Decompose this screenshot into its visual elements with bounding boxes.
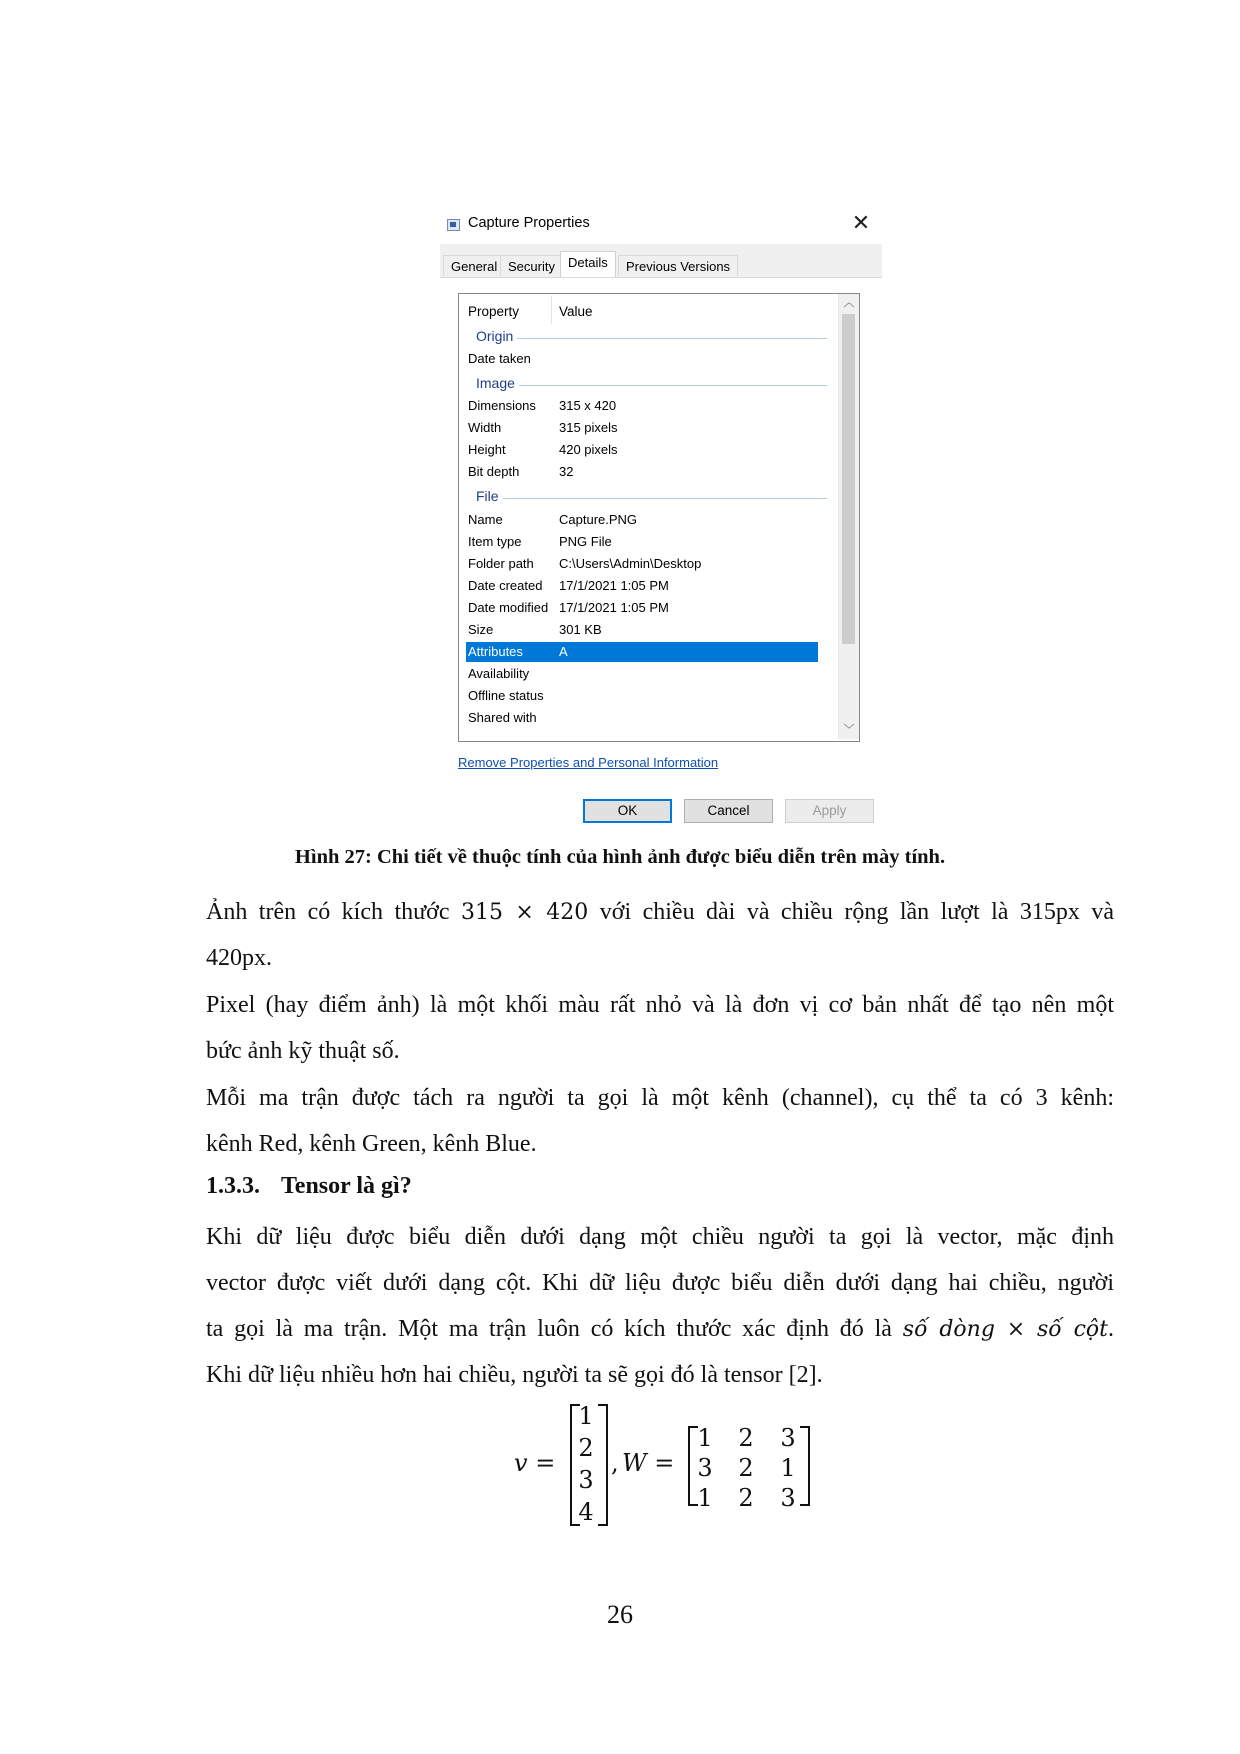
ok-button[interactable]: OK <box>583 799 672 823</box>
dialog-titlebar <box>440 208 882 244</box>
table-row[interactable] <box>466 620 818 640</box>
table-row[interactable] <box>466 510 818 530</box>
paragraph-line: Khi dữ liệu nhiều hơn hai chiều, người ta sẽ gọi đó là tensor [2]. <box>206 1362 823 1388</box>
tab-general[interactable]: General <box>443 255 505 276</box>
group-divider <box>476 385 827 386</box>
matrix-entry: 3 <box>780 1484 796 1512</box>
column-header-value[interactable]: Value <box>559 304 593 319</box>
row-value: Capture.PNG <box>559 512 638 527</box>
paragraph-line: Mỗi ma trận được tách ra người ta gọi là một kênh (channel), cụ thể ta có 3 kênh: <box>206 1085 1114 1111</box>
paragraph-tensor <box>206 1214 1114 1398</box>
row-value: PNG File <box>559 534 612 549</box>
row-value: 17/1/2021 1:05 PM <box>559 600 669 615</box>
scroll-thumb[interactable] <box>842 314 855 644</box>
paragraph-channel <box>206 1075 1114 1167</box>
row-value: A <box>559 644 568 659</box>
row-value: 420 pixels <box>559 442 618 457</box>
right-bracket <box>800 1426 810 1506</box>
matrix-entry: 2 <box>738 1424 754 1452</box>
row-key: Shared with <box>468 710 537 725</box>
matrix-entry: 3 <box>697 1454 713 1482</box>
figure-caption: Hình 27: Chi tiết về thuộc tính của hình ảnh được biểu diễn trên mày tính. <box>294 846 946 868</box>
vector-entry: 4 <box>578 1498 594 1526</box>
table-row-selected[interactable] <box>466 642 818 662</box>
right-bracket <box>598 1404 608 1526</box>
matrix-entry: 1 <box>780 1454 796 1482</box>
paragraph-line <box>206 889 1114 935</box>
matrix-entry: 3 <box>780 1424 796 1452</box>
inline-math: số dòng × số cột <box>902 1317 1108 1342</box>
paragraph-line: Khi dữ liệu được biểu diễn dưới dạng một chiều người ta gọi là vector, mặc định <box>206 1224 1114 1250</box>
paragraph-line <box>206 1306 1114 1352</box>
tab-security[interactable]: Security <box>500 255 563 276</box>
table-row[interactable] <box>466 440 818 460</box>
group-origin <box>459 326 831 346</box>
picture-file-icon <box>447 219 460 231</box>
scroll-down-icon[interactable]: ﹀ <box>843 724 855 736</box>
group-label: File <box>476 488 503 504</box>
table-row[interactable] <box>466 396 818 416</box>
row-value: 301 KB <box>559 622 602 637</box>
remove-properties-link[interactable]: Remove Properties and Personal Information <box>458 755 719 770</box>
row-key: Offline status <box>468 688 544 703</box>
apply-button[interactable]: Apply <box>785 799 874 823</box>
table-row[interactable] <box>466 418 818 438</box>
vector-entry: 1 <box>578 1402 594 1430</box>
cancel-button[interactable]: Cancel <box>684 799 773 823</box>
table-row[interactable] <box>466 708 818 728</box>
row-value: 315 pixels <box>559 420 618 435</box>
text-run: ta gọi là ma trận. Một ma trận luôn có kích thước xác định đó là <box>206 1316 903 1342</box>
row-key: Height <box>468 442 506 457</box>
paragraph-line: Pixel (hay điểm ảnh) là một khối màu rất nhỏ và là đơn vị cơ bản nhất để tạo nên một <box>206 992 1114 1018</box>
group-divider <box>476 498 827 499</box>
matrix-label: W = <box>622 1449 675 1477</box>
row-key: Date created <box>468 578 543 593</box>
table-row[interactable] <box>466 532 818 552</box>
vertical-scrollbar[interactable] <box>838 294 859 739</box>
group-image <box>459 373 831 393</box>
property-list[interactable] <box>458 293 860 742</box>
close-icon[interactable]: ✕ <box>851 210 871 235</box>
paragraph-line: kênh Red, kênh Green, kênh Blue. <box>206 1131 537 1157</box>
table-row[interactable] <box>466 554 818 574</box>
property-list-viewport <box>459 294 831 739</box>
page-number: 26 <box>607 1600 633 1629</box>
dialog-title: Capture Properties <box>468 215 590 231</box>
inline-math: 315 × 420 <box>460 900 589 925</box>
group-file <box>459 486 831 506</box>
row-key: Date modified <box>468 600 549 615</box>
vector-entry: 2 <box>578 1434 594 1462</box>
section-heading <box>206 1173 412 1200</box>
group-divider <box>476 338 827 339</box>
row-key: Availability <box>468 666 530 681</box>
row-value: 315 x 420 <box>559 398 617 413</box>
section-title: Tensor là gì? <box>281 1173 412 1199</box>
matrix-entry: 2 <box>738 1454 754 1482</box>
row-key: Size <box>468 622 494 637</box>
text-run: với chiều dài và chiều rộng lần lượt là 315px và <box>588 899 1115 925</box>
row-key: Dimensions <box>468 398 536 413</box>
row-value: 17/1/2021 1:05 PM <box>559 578 669 593</box>
matrix-entry: 2 <box>738 1484 754 1512</box>
list-header <box>459 294 831 326</box>
column-divider <box>551 296 552 324</box>
table-row[interactable] <box>466 598 818 618</box>
paragraph-line: vector được viết dưới dạng cột. Khi dữ liệu được biểu diễn dưới dạng hai chiều, người <box>206 1270 1114 1296</box>
properties-dialog <box>440 208 882 829</box>
table-row[interactable] <box>466 664 818 684</box>
row-key: Folder path <box>468 556 534 571</box>
matrix-entry: 1 <box>697 1424 713 1452</box>
row-key: Attributes <box>468 644 523 659</box>
table-row[interactable] <box>466 576 818 596</box>
tab-strip <box>440 252 882 277</box>
matrix-entry: 1 <box>697 1484 713 1512</box>
group-label: Image <box>476 375 519 391</box>
paragraph-line: bức ảnh kỹ thuật số. <box>206 1038 400 1064</box>
column-header-property[interactable]: Property <box>468 304 520 319</box>
group-label: Origin <box>476 328 517 344</box>
vector-entry: 3 <box>578 1466 594 1494</box>
row-key: Width <box>468 420 502 435</box>
paragraph-line: 420px. <box>206 945 272 971</box>
section-number: 1.3.3. <box>206 1173 260 1199</box>
row-key: Bit depth <box>468 464 520 479</box>
separator: , <box>611 1449 619 1477</box>
tab-previous-versions[interactable]: Previous Versions <box>618 255 738 276</box>
paragraph-image-size <box>206 889 1114 981</box>
table-row[interactable] <box>466 349 818 369</box>
tab-details[interactable]: Details <box>560 251 616 277</box>
row-key: Name <box>468 512 503 527</box>
text-run: . <box>1107 1316 1114 1342</box>
scroll-up-icon[interactable]: ︿ <box>843 297 855 309</box>
row-key: Date taken <box>468 351 531 366</box>
text-run: Ảnh trên có kích thước <box>206 899 461 925</box>
row-value: 32 <box>559 464 574 479</box>
table-row[interactable] <box>466 686 818 706</box>
table-row[interactable] <box>466 462 818 482</box>
paragraph-pixel <box>206 982 1114 1074</box>
row-key: Item type <box>468 534 522 549</box>
row-value: C:\Users\Admin\Desktop <box>559 556 702 571</box>
vector-label: v = <box>514 1449 556 1477</box>
